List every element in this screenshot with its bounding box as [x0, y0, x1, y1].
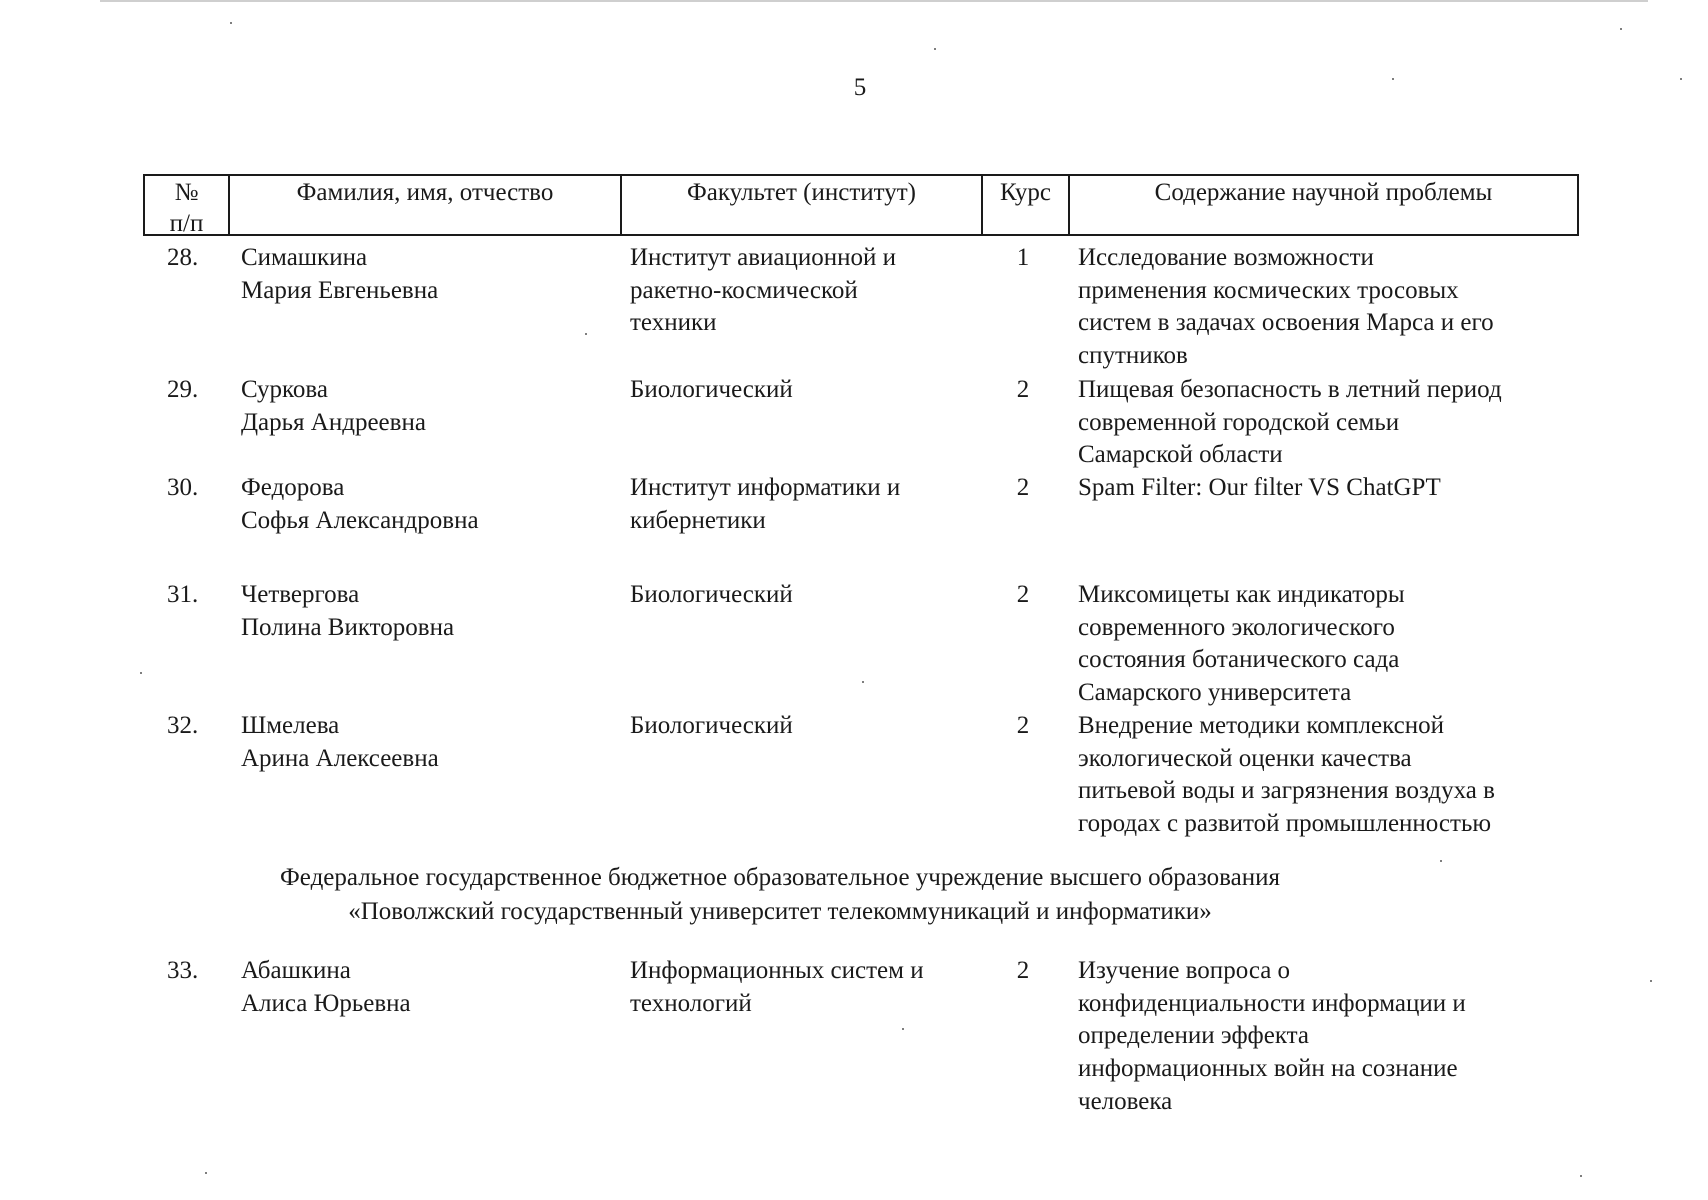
row-33-surname: Абашкина — [241, 957, 351, 984]
header-num-line-2: п/п — [169, 210, 204, 237]
scan-top-edge — [100, 0, 1648, 2]
scan-speck — [1680, 78, 1682, 80]
organization-line-2: «Поволжский государственный университет телекоммуникаций и информатики» — [348, 898, 1212, 925]
row-31-topic-line: современного экологического — [1078, 613, 1395, 641]
row-31-topic — [1078, 579, 1405, 710]
row-28-num: 28. — [167, 244, 199, 271]
row-31-topic-line: Самарского университета — [1078, 679, 1352, 707]
row-28-topic-line: спутников — [1078, 342, 1188, 370]
organization-heading — [0, 861, 1560, 929]
row-33-faculty-line: Информационных систем и — [630, 957, 924, 984]
row-30-num: 30. — [167, 474, 199, 501]
row-33-name — [241, 955, 411, 1020]
scan-speck — [862, 681, 864, 683]
row-28-faculty-line: ракетно-космической — [630, 276, 858, 304]
row-33-course: 2 — [1016, 957, 1030, 984]
header-num — [145, 176, 230, 237]
row-29-topic-line: Пищевая безопасность в летний период — [1078, 376, 1502, 403]
scan-speck — [1392, 78, 1394, 80]
row-33-given: Алиса Юрьевна — [241, 989, 411, 1017]
row-28-topic-line: применения космических тросовых — [1078, 276, 1459, 304]
row-33-num: 33. — [167, 957, 199, 984]
row-28-course: 1 — [1016, 244, 1030, 271]
row-31-faculty — [630, 579, 793, 612]
scan-speck — [1580, 1175, 1582, 1177]
row-28-faculty-line: Институт авиационной и — [630, 244, 897, 271]
header-num-line-1: № — [174, 179, 199, 206]
row-28-topic-line: систем в задачах освоения Марса и его — [1078, 309, 1494, 337]
row-29-topic-line: современной городской семьи — [1078, 408, 1400, 436]
row-29-faculty-line: Биологический — [630, 376, 793, 403]
row-31-faculty-line: Биологический — [630, 581, 793, 608]
row-31-surname: Четвергова — [241, 581, 360, 608]
row-32-num: 32. — [167, 712, 199, 739]
row-30-name — [241, 472, 479, 537]
scan-speck — [1620, 28, 1622, 30]
organization-line-1: Федеральное государственное бюджетное образовательное учреждение высшего образования — [280, 864, 1280, 891]
header-topic: Содержание научной проблемы — [1154, 179, 1493, 206]
row-32-topic-line: экологической оценки качества — [1078, 744, 1412, 772]
row-30-topic-line: Spam Filter: Our filter VS ChatGPT — [1078, 474, 1441, 501]
header-faculty: Факультет (институт) — [622, 176, 983, 234]
row-33-topic-line: определении эффекта — [1078, 1022, 1309, 1050]
row-29-given: Дарья Андреевна — [241, 408, 426, 436]
row-29-num: 29. — [167, 376, 199, 403]
scan-speck — [140, 672, 142, 674]
row-32-topic-line: Внедрение методики комплексной — [1078, 712, 1444, 739]
row-28-topic — [1078, 242, 1494, 373]
scan-speck — [205, 1172, 207, 1174]
row-33-topic-line: человека — [1078, 1087, 1173, 1115]
row-28-faculty — [630, 242, 896, 340]
row-30-faculty — [630, 472, 900, 537]
row-30-given: Софья Александровна — [241, 506, 479, 534]
row-30-course: 2 — [1016, 474, 1030, 501]
row-30-faculty-line: Институт информатики и — [630, 474, 901, 501]
row-32-given: Арина Алексеевна — [241, 744, 439, 772]
table-header — [143, 174, 1579, 236]
header-course: Курс — [983, 176, 1070, 234]
row-32-topic-line: питьевой воды и загрязнения воздуха в — [1078, 777, 1495, 805]
page-number: 5 — [853, 74, 867, 101]
row-28-surname: Симашкина — [241, 244, 368, 271]
row-30-topic — [1078, 472, 1441, 505]
row-29-surname: Суркова — [241, 376, 328, 403]
row-30-surname: Федорова — [241, 474, 345, 501]
row-29-topic-line: Самарской области — [1078, 441, 1283, 469]
row-29-topic — [1078, 374, 1502, 472]
scan-speck — [902, 1028, 904, 1030]
row-32-topic-line: городах с развитой промышленностью — [1078, 810, 1492, 838]
row-31-num: 31. — [167, 581, 199, 608]
row-32-topic — [1078, 710, 1495, 841]
row-31-name — [241, 579, 454, 644]
row-33-topic-line: Изучение вопроса о — [1078, 957, 1291, 984]
row-31-topic-line: состояния ботанического сада — [1078, 646, 1400, 674]
row-33-faculty-line: технологий — [630, 989, 752, 1017]
scan-speck — [1650, 980, 1652, 982]
scan-speck — [230, 22, 232, 24]
row-33-topic-line: информационных войн на сознание — [1078, 1055, 1458, 1083]
row-30-faculty-line: кибернетики — [630, 506, 766, 534]
scan-speck — [1440, 860, 1442, 862]
row-29-course: 2 — [1016, 376, 1030, 403]
row-31-course: 2 — [1016, 581, 1030, 608]
header-name: Фамилия, имя, отчество — [230, 176, 622, 234]
row-28-topic-line: Исследование возможности — [1078, 244, 1374, 271]
scan-speck — [585, 333, 587, 335]
row-32-surname: Шмелева — [241, 712, 340, 739]
row-32-course: 2 — [1016, 712, 1030, 739]
row-28-name — [241, 242, 438, 307]
scan-speck — [934, 48, 936, 50]
row-31-topic-line: Миксомицеты как индикаторы — [1078, 581, 1405, 608]
row-29-name — [241, 374, 426, 439]
row-31-given: Полина Викторовна — [241, 613, 455, 641]
row-29-faculty — [630, 374, 793, 407]
row-33-topic — [1078, 955, 1466, 1119]
row-33-topic-line: конфиденциальности информации и — [1078, 989, 1466, 1017]
row-32-faculty-line: Биологический — [630, 712, 793, 739]
row-28-faculty-line: техники — [630, 309, 717, 337]
row-28-given: Мария Евгеньевна — [241, 276, 439, 304]
row-32-faculty — [630, 710, 793, 743]
row-33-faculty — [630, 955, 924, 1020]
row-32-name — [241, 710, 439, 775]
